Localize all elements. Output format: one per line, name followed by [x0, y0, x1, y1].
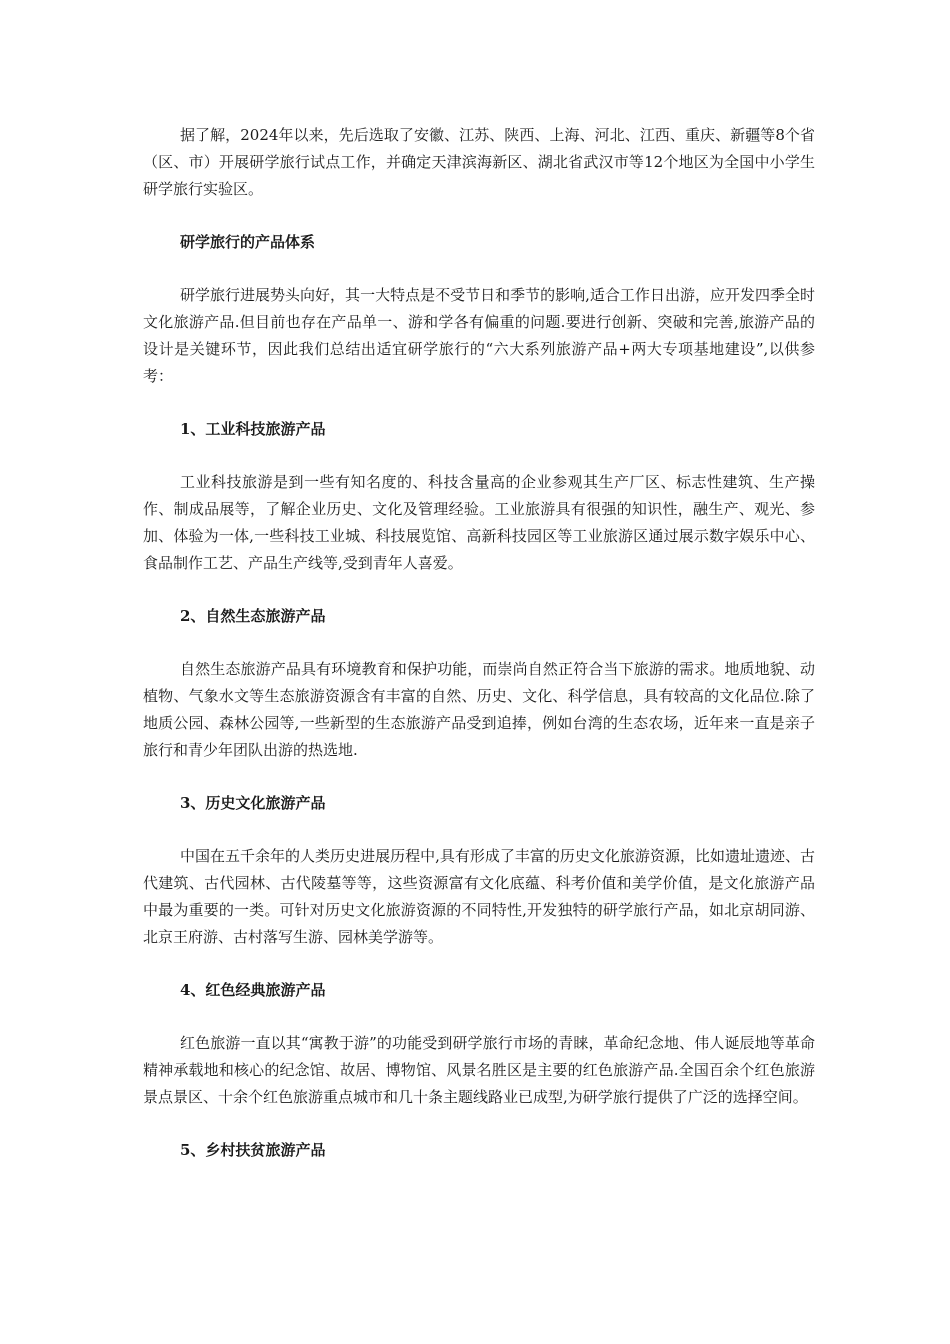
paragraph-red-tourism: 红色旅游一直以其“寓教于游”的功能受到研学旅行市场的青睐，革命纪念地、伟人诞辰地等革命精神承载地和核心的纪念馆、故居、博物馆、风景名胜区是主要的红色旅游产品.全国百余个红色旅游景点景区、十余个红色旅游重点城市和几十条主题线路业已成型,为研学旅行提供了广泛的选择空间。	[143, 1034, 815, 1106]
heading-red-tourism: 4、红色经典旅游产品	[180, 981, 326, 999]
heading-historical-tourism: 3、历史文化旅游产品	[180, 794, 326, 812]
spacer	[143, 1004, 815, 1030]
paragraph-product-system: 研学旅行进展势头向好，其一大特点是不受节日和季节的影响,适合工作日出游，应开发四季全时文化旅游产品.但目前也存在产品单一、游和学各有偏重的问题.要进行创新、突破和完善,旅游产品的设计是关键环节，因此我们总结出适宜研学旅行的“六大系列旅游产品+两大专项基地建设”,以供参考：	[143, 286, 815, 385]
spacer	[143, 390, 815, 416]
heading-industrial-tourism: 1、工业科技旅游产品	[180, 420, 326, 438]
spacer	[143, 951, 815, 977]
spacer	[143, 256, 815, 282]
spacer	[143, 203, 815, 229]
spacer	[143, 443, 815, 469]
spacer	[143, 817, 815, 843]
spacer	[143, 1111, 815, 1137]
paragraph-historical-tourism: 中国在五千余年的人类历史进展历程中,具有形成了丰富的历史文化旅游资源，比如遗址遗迹、古代建筑、古代园林、古代陵墓等等，这些资源富有文化底蕴、科考价值和美学价值，是文化旅游产品中最为重要的一类。可针对历史文化旅游资源的不同特性,开发独特的研学旅行产品，如北京胡同游、北京王府游、古村落写生游、园林美学游等。	[143, 847, 815, 946]
document-page	[143, 122, 815, 1164]
paragraph-intro: 据了解，2024年以来，先后选取了安徽、江苏、陕西、上海、河北、江西、重庆、新疆等8个省（区、市）开展研学旅行试点工作，并确定天津滨海新区、湖北省武汉市等12个地区为全国中小学生研学旅行实验区。	[143, 126, 815, 198]
paragraph-industrial-tourism: 工业科技旅游是到一些有知名度的、科技含量高的企业参观其生产厂区、标志性建筑、生产操作、制成品展等，了解企业历史、文化及管理经验。工业旅游具有很强的知识性，融生产、观光、参加、体验为一体,一些科技工业城、科技展览馆、高新科技园区等工业旅游区通过展示数字娱乐中心、食品制作工艺、产品生产线等,受到青年人喜爱。	[143, 473, 815, 572]
heading-rural-tourism: 5、乡村扶贫旅游产品	[180, 1141, 326, 1159]
spacer	[143, 577, 815, 603]
spacer	[143, 764, 815, 790]
spacer	[143, 630, 815, 656]
heading-ecological-tourism: 2、自然生态旅游产品	[180, 607, 326, 625]
heading-product-system: 研学旅行的产品体系	[180, 233, 316, 251]
paragraph-ecological-tourism: 自然生态旅游产品具有环境教育和保护功能，而崇尚自然正符合当下旅游的需求。地质地貌、动植物、气象水文等生态旅游资源含有丰富的自然、历史、文化、科学信息，具有较高的文化品位.除了地质公园、森林公园等,一些新型的生态旅游产品受到追捧，例如台湾的生态农场，近年来一直是亲子旅行和青少年团队出游的热选地.	[143, 660, 815, 759]
